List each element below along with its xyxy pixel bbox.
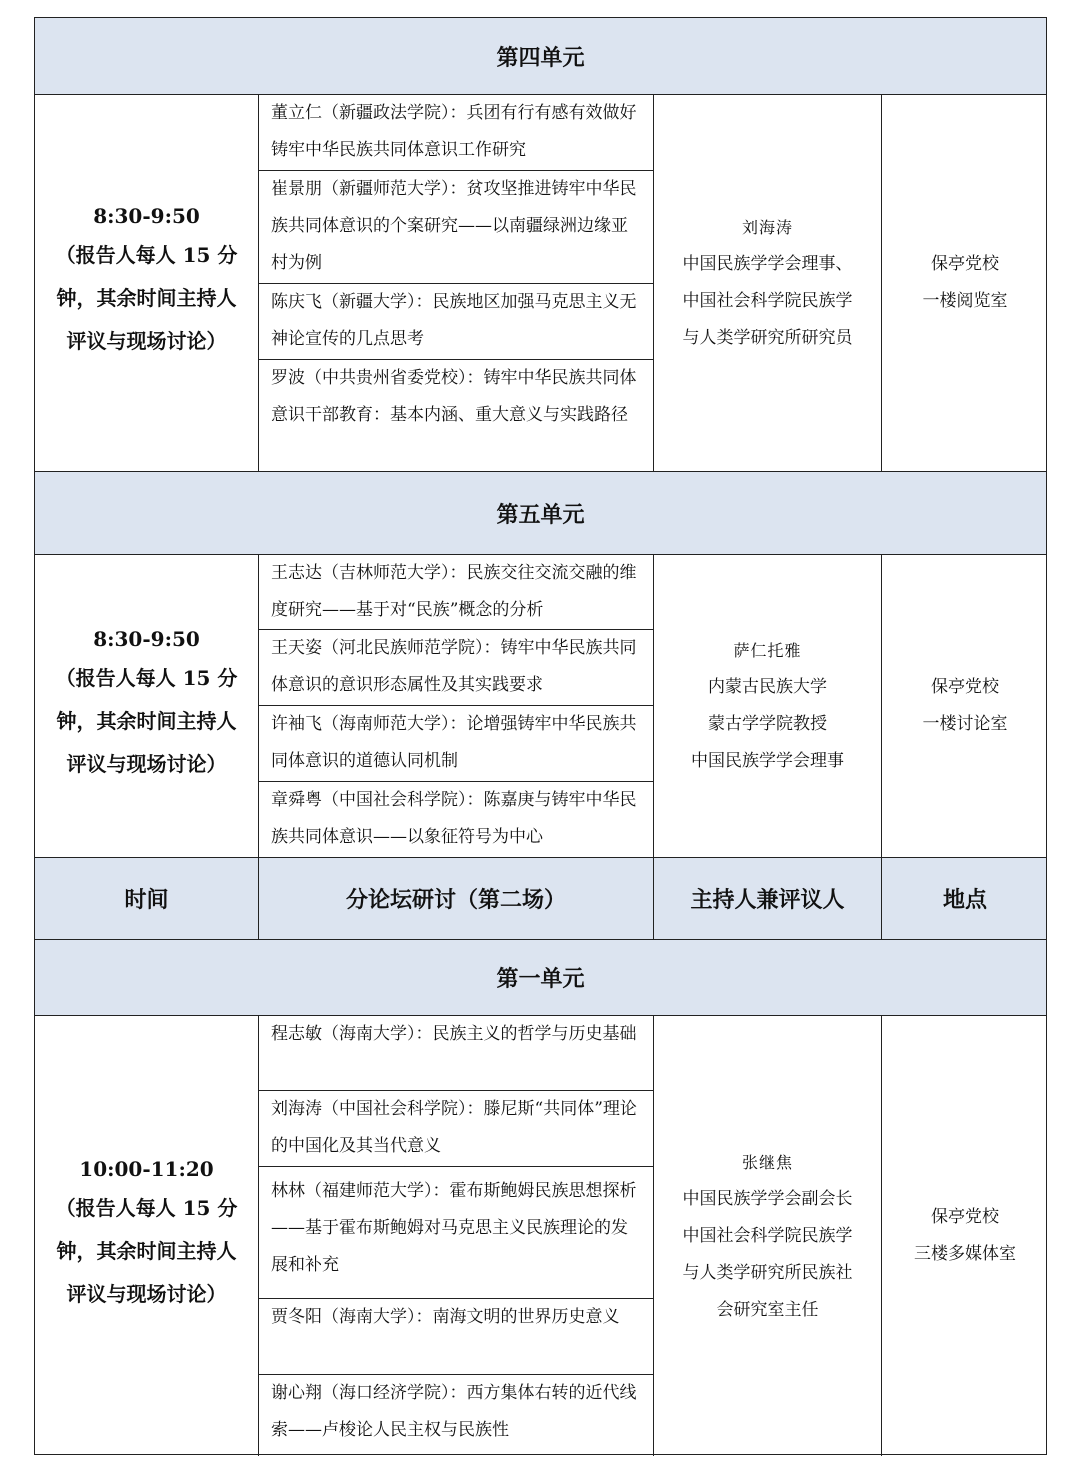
schedule-table	[34, 17, 1047, 1455]
unit1-time-cell	[35, 1016, 259, 1456]
unit5-place-line: 保亭党校	[931, 677, 999, 697]
unit1-talks	[259, 1016, 654, 1456]
unit5-block	[35, 555, 1046, 858]
unit1-time-note: （报告人每人 15 分钟，其余时间主持人评议与现场讨论）	[55, 1195, 238, 1306]
col-header-host: 主持人兼评议人	[654, 858, 882, 939]
unit5-host-title-line: 中国民族学学会理事	[691, 751, 844, 771]
unit5-place-line: 一楼讨论室	[922, 714, 1008, 734]
unit4-place-cell	[882, 95, 1048, 471]
talk-item: 谢心翔（海口经济学院）：西方集体右转的近代线索——卢梭论人民主权与民族性	[271, 1383, 637, 1440]
unit4-place-line: 保亭党校	[931, 254, 999, 274]
unit4-host-title-line: 中国社会科学院民族学	[682, 291, 853, 311]
unit4-block	[35, 95, 1046, 472]
unit4-time-note: （报告人每人 15 分钟，其余时间主持人评议与现场讨论）	[55, 242, 238, 353]
talk-item: 崔景朋（新疆师范大学）：贫攻坚推进铸牢中华民族共同体意识的个案研究——以南疆绿洲边缘亚村为例	[259, 171, 653, 284]
unit4-time: 8:30-9:50	[93, 203, 200, 228]
talk-item: 王志达（吉林师范大学）：民族交往交流交融的维度研究——基于对“民族”概念的分析	[259, 555, 653, 630]
talk-item: 林林（福建师范大学）：霍布斯鲍姆民族思想探析——基于霍布斯鲍姆对马克思主义民族理论的发展和补充	[259, 1167, 653, 1299]
unit4-place-line: 一楼阅览室	[922, 291, 1008, 311]
talk-item: 董立仁（新疆政法学院）：兵团有行有感有效做好铸牢中华民族共同体意识工作研究	[259, 95, 653, 171]
unit5-time: 8:30-9:50	[93, 626, 200, 651]
unit1-header	[35, 940, 1046, 1016]
unit1-host-title-line: 中国民族学学会副会长	[682, 1188, 853, 1209]
unit5-talks	[259, 555, 654, 857]
unit4-header	[35, 18, 1046, 95]
col-header-place: 地点	[942, 888, 987, 913]
unit1-place-line: 三楼多媒体室	[914, 1244, 1016, 1264]
unit4-title: 第四单元	[496, 45, 585, 71]
unit4-host-title-line: 与人类学研究所研究员	[682, 328, 853, 348]
talk-item: 罗波（中共贵州省委党校）：铸牢中华民族共同体意识干部教育：基本内涵、重大意义与实践路径	[271, 368, 637, 425]
unit5-time-note: （报告人每人 15 分钟，其余时间主持人评议与现场讨论）	[55, 665, 238, 776]
column-header-row	[35, 858, 1046, 940]
unit5-host-title-line: 内蒙古民族大学	[708, 677, 827, 697]
unit5-title: 第五单元	[496, 502, 585, 528]
talk-item: 章舜粤（中国社会科学院）：陈嘉庚与铸牢中华民族共同体意识——以象征符号为中心	[271, 790, 637, 847]
talk-item: 王天姿（河北民族师范学院）：铸牢中华民族共同体意识的意识形态属性及其实践要求	[259, 630, 653, 706]
unit5-host-name: 萨仁托雅	[733, 641, 802, 660]
unit1-host-title-line: 会研究室主任	[716, 1299, 819, 1320]
unit1-place-line: 保亭党校	[931, 1207, 999, 1227]
unit5-time-cell	[35, 555, 259, 857]
unit4-time-cell	[35, 95, 259, 471]
unit1-host-title-line: 中国社会科学院民族学	[682, 1225, 853, 1246]
talk-item: 许袖飞（海南师范大学）：论增强铸牢中华民族共同体意识的道德认同机制	[259, 706, 653, 782]
talk-item: 贾冬阳（海南大学）：南海文明的世界历史意义	[259, 1299, 653, 1375]
unit4-host-title-line: 中国民族学学会理事、	[682, 254, 853, 274]
talk-item: 陈庆飞（新疆大学）：民族地区加强马克思主义无神论宣传的几点思考	[259, 284, 653, 360]
unit1-title: 第一单元	[496, 967, 585, 992]
unit5-host-title-line: 蒙古学学院教授	[708, 714, 827, 734]
unit5-place-cell	[882, 555, 1048, 857]
talk-item: 刘海涛（中国社会科学院）：滕尼斯“共同体”理论的中国化及其当代意义	[259, 1091, 653, 1167]
unit1-host-title-line: 与人类学研究所民族社	[682, 1262, 853, 1283]
col-header-time: 时间	[35, 858, 259, 939]
unit1-time: 10:00-11:20	[79, 1156, 214, 1181]
col-header-forum: 分论坛研讨（第二场）	[259, 858, 654, 939]
talk-item: 程志敏（海南大学）：民族主义的哲学与历史基础	[259, 1016, 653, 1091]
unit1-place-cell	[882, 1016, 1048, 1456]
unit1-block	[35, 1016, 1046, 1456]
unit1-host-cell	[654, 1016, 882, 1456]
unit5-header	[35, 472, 1046, 555]
unit5-host-cell	[654, 555, 882, 857]
unit4-host-cell	[654, 95, 882, 471]
unit4-host-name: 刘海涛	[741, 218, 793, 237]
unit1-host-name: 张继焦	[741, 1152, 793, 1172]
unit4-talks	[259, 95, 654, 471]
